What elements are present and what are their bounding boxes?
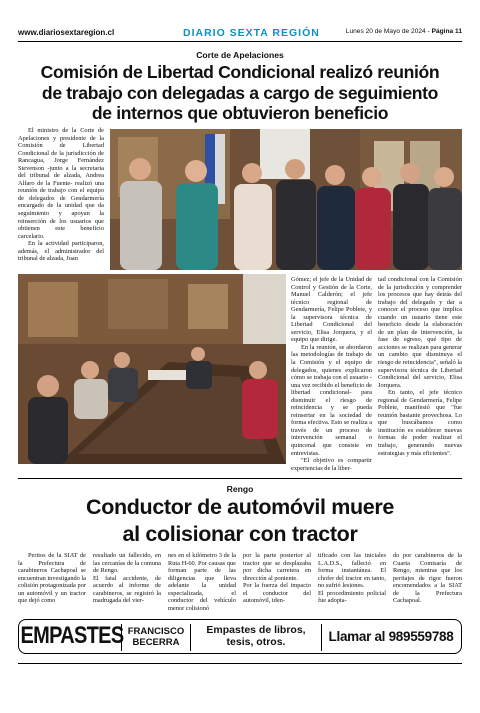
section-label-1: Corte de Apelaciones bbox=[196, 50, 284, 60]
site-url[interactable]: www.diariosextaregion.cl bbox=[18, 28, 115, 37]
article2-column-4: por la parte posterior al tractor que se desplazaba por dicha carretera en dirección al poniente. Por la fuerza del impacto el conductor del automóvil, iden- bbox=[243, 552, 311, 605]
article2-column-6: do por carabineros de la Cuarta Comisaría de Rengo, mientras que los peritajes de rigor fueron encomendados a la SIAT de la Prefectura Cachapoal. bbox=[393, 552, 462, 605]
ad-brand: EMPASTES bbox=[20, 622, 124, 650]
article1-column-2: Gómez; el jefe de la Unidad de Control y Gestión de la Corte, Manuel Calderón; el jefe técnico regional de Gendarmería, Felipe Poblete, y la supervisora técnica de Libertad Condicional del servicio, Elisa Jorquera, y el equipo que dirige. En la reunión, se abordaron las metodologías de trabajo de la Comisión y el equipo de delegados, quienes explicaron cómo se trabaja con el usuario -una vez recibido el beneficio de libertad condicional- para disminuir el riesgo de reincidencia y se pueda reinsertar en la sociedad de forma efectiva. Esto se realiza a través de un proceso de intervención semanal o quincenal que consiste en entrevistas. "El objetivo es compartir experiencias de la liber- bbox=[291, 276, 373, 472]
article2-column-5: tificado con las iniciales L.A.D.S., falleció en forma instantánea. El chofer del tractor en tanto, no sufrió lesiones. El procedimiento policial fue adopta- bbox=[318, 552, 386, 605]
newspaper-brand: DIARIO SEXTA REGIÓN bbox=[183, 27, 320, 39]
article1-column-3: tad condicional con la Comisión de la jurisdicción y comprender los procesos que hay detrás del trabajo del delegado y dar a conocer el proceso que implica cuando un usuario tiene este beneficio desde la elaboración de un plan de intervención, la fase de egreso, qué tipo de acciones se realizan para generar un cambio que disminuya el riesgo de reincidencia", señaló la supervisora técnica de Libertad Condicional del servicio, Elisa Jorquera. En tanto, el jefe técnico regional de Gendarmería, Felipe Poblete, manifestó que "fue reunión bastante provechosa. Lo que buscábamos como institución es establecer nuevas formas de poder realizar el trabajo, generando nuevas estrategias y más eficientes". bbox=[378, 276, 462, 457]
article-separator bbox=[18, 478, 462, 479]
ad-divider bbox=[121, 624, 122, 651]
ad-services: Empastes de libros, tesis, otros. bbox=[206, 624, 306, 648]
photo-group bbox=[110, 129, 462, 270]
section-label-2: Rengo bbox=[226, 484, 254, 494]
headline-2 bbox=[0, 494, 480, 547]
page-number: Página 11 bbox=[431, 28, 462, 35]
headline-2-line: al colisionar con tractor bbox=[122, 521, 358, 546]
article2-column-3: nes en el kilómetro 3 de la Ruta H-60. Por causas que forman parte de las diligencias que lleva adelante la unidad especializada, el conductor del vehículo menor colisionó bbox=[168, 552, 236, 612]
headline-1-line: Comisión de Libertad Condicional realizó reunión bbox=[40, 62, 440, 82]
ad-divider bbox=[190, 624, 191, 651]
footer-rule bbox=[18, 663, 462, 664]
ad-divider bbox=[321, 624, 322, 651]
ad-owner: FRANCISCO BECERRA bbox=[127, 625, 185, 648]
headline-1 bbox=[0, 62, 480, 124]
photo-meeting bbox=[18, 274, 286, 464]
classified-ad bbox=[18, 619, 462, 654]
article2-column-2: resultado un fallecido, en las cercanías de la comuna de Rengo. El fatal accidente, de acuerdo al informe de carabineros, se registró la madrugada del vier- bbox=[93, 552, 161, 605]
page-header bbox=[18, 28, 462, 40]
ad-phone[interactable]: Llamar al 989559788 bbox=[328, 629, 454, 644]
headline-1-line: de internos que obtuvieron beneficio bbox=[91, 103, 389, 123]
issue-date: Lunes 20 de Mayo de 2024 - Página 11 bbox=[345, 28, 462, 35]
article2-column-1: Peritos de la SIAT de la Prefectura de carabineros Cachapoal se encuentran investigando la colisión protagonizada por un automóvil y un tractor que dejó como bbox=[18, 552, 86, 605]
headline-2-line: Conductor de automóvil muere bbox=[86, 495, 394, 519]
header-rule bbox=[18, 41, 462, 42]
headline-1-line: de trabajo con delegadas a cargo de seguimiento bbox=[41, 82, 439, 103]
article1-column-1: El ministro de la Corte de Apelaciones y presidente de la Comisión de Libertad Condicional de la jurisdicción de Rancagua, Jorge Fernández Stevenson -junto a la secretaria del tribunal de alzada, Andrea Alfaro de la Fuente- realizó una reunión de trabajo con el equipo de delegados de Gendarmería encargado de la unidad que da seguimiento y apoyan la reinserción de los usuarios que obtienen este beneficio carcelario. En la actividad participaron, además, el administrador del tribunal de alzada, Juan bbox=[18, 127, 104, 263]
